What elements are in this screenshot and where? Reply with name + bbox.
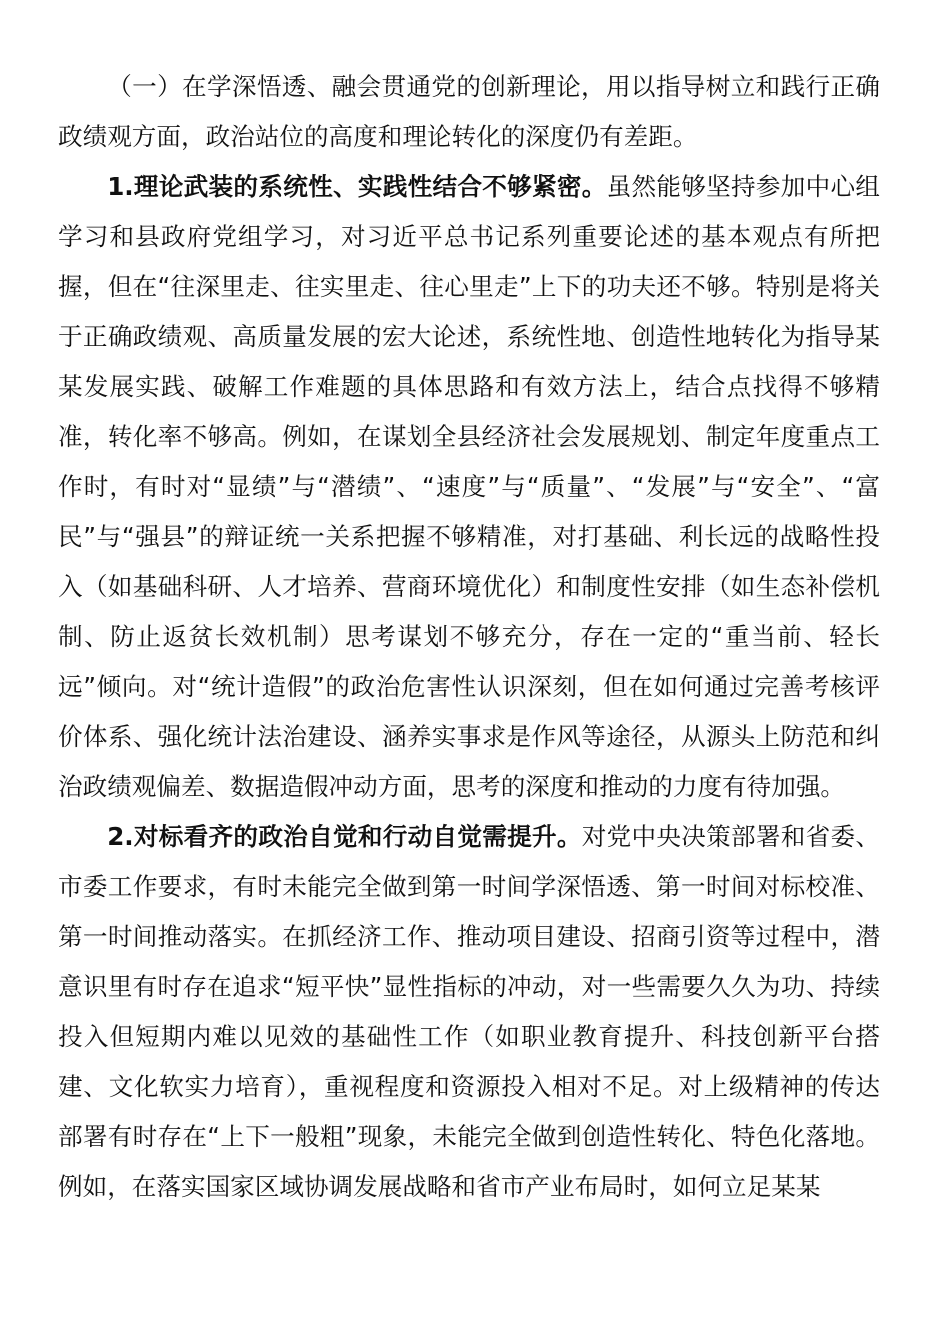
paragraph-1	[58, 162, 880, 812]
paragraph-2	[58, 812, 880, 1212]
section-heading-paragraph: （一）在学深悟透、融会贯通党的创新理论，用以指导树立和践行正确政绩观方面，政治站位的高度和理论转化的深度仍有差距。	[58, 72, 880, 151]
paragraph-1-body: 虽然能够坚持参加中心组学习和县政府党组学习，对习近平总书记系列重要论述的基本观点有所把握，但在“往深里走、往实里走、往心里走”上下的功夫还不够。特别是将关于正确政绩观、高质量发展的宏大论述，系统性地、创造性地转化为指导某某发展实践、破解工作难题的具体思路和有效方法上，结合点找得不够精准，转化率不够高。例如，在谋划全县经济社会发展规划、制定年度重点工作时，有时对“显绩”与“潜绩”、“速度”与“质量”、“发展”与“安全”、“富民”与“强县”的辩证统一关系把握不够精准，对打基础、利长远的战略性投入（如基础科研、人才培养、营商环境优化）和制度性安排（如生态补偿机制、防止返贫长效机制）思考谋划不够充分，存在一定的“重当前、轻长远”倾向。对“统计造假”的政治危害性认识深刻，但在如何通过完善考核评价体系、强化统计法治建设、涵养实事求是作风等途径，从源头上防范和纠治政绩观偏差、数据造假冲动方面，思考的深度和推动的力度有待加强。	[58, 172, 880, 801]
paragraph-2-heading: 2.对标看齐的政治自觉和行动自觉需提升。	[107, 822, 582, 851]
paragraph-2-body: 对党中央决策部署和省委、市委工作要求，有时未能完全做到第一时间学深悟透、第一时间对标校准、第一时间推动落实。在抓经济工作、推动项目建设、招商引资等过程中，潜意识里有时存在追求“短平快”显性指标的冲动，对一些需要久久为功、持续投入但短期内难以见效的基础性工作（如职业教育提升、科技创新平台搭建、文化软实力培育），重视程度和资源投入相对不足。对上级精神的传达部署有时存在“上下一般粗”现象，未能完全做到创造性转化、特色化落地。例如，在落实国家区域协调发展战略和省市产业布局时，如何立足某某	[58, 822, 880, 1201]
paragraph-1-heading: 1.理论武装的系统性、实践性结合不够紧密。	[107, 172, 607, 201]
